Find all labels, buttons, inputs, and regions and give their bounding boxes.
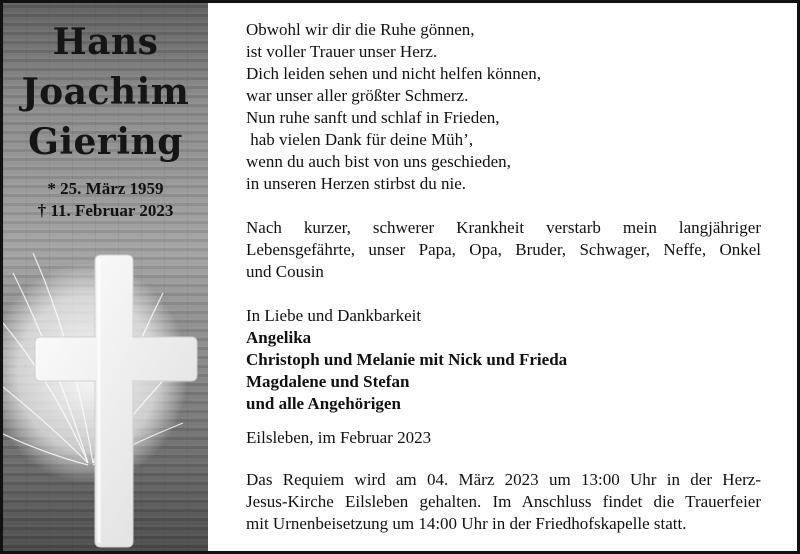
poem-line: Nun ruhe sanft und schlaf in Frieden, (246, 108, 500, 127)
mourner-name: Magdalene und Stefan (246, 372, 410, 391)
mourner-name: und alle Angehörigen (246, 394, 401, 413)
poem-line: in unseren Herzen stirbst du nie. (246, 174, 466, 193)
name-line-2: Joachim (21, 71, 190, 113)
service-line: Das Requiem wird am 04. März 2023 um 13:00 Uhr in der Herz- (246, 470, 761, 489)
poem-line: hab vielen Dank für deine Müh’, (246, 130, 474, 149)
announcement-line: und Cousin (246, 262, 324, 281)
poem-line: Dich leiden sehen und nicht helfen können, (246, 64, 542, 83)
name-line-1: Hans (52, 21, 159, 63)
death-date: † 11. Februar 2023 (37, 201, 174, 220)
service-line: mit Urnenbeisetzung um 14:00 Uhr in der Friedhofskapelle statt. (246, 514, 687, 533)
birth-date: * 25. März 1959 (47, 179, 164, 198)
service-line: Jesus-Kirche Eilsleben gehalten. Im Anschluss findet die Trauerfeier (246, 492, 761, 511)
mourner-name: Christoph und Melanie mit Nick und Frieda (246, 350, 568, 369)
name-line-3: Giering (28, 121, 183, 163)
mourners-intro: In Liebe und Dankbarkeit (246, 306, 422, 325)
mourner-name: Angelika (246, 328, 312, 347)
announcement-line: Nach kurzer, schwerer Krankheit verstarb mein langjähriger (246, 218, 761, 237)
place-date: Eilsleben, im Februar 2023 (246, 428, 432, 447)
poem-line: ist voller Trauer unser Herz. (246, 42, 438, 61)
poem-line: war unser aller größter Schmerz. (246, 86, 469, 105)
announcement-line: Lebensgefährte, unser Papa, Opa, Bruder, Schwager, Neffe, Onkel (246, 240, 761, 259)
poem-line: Obwohl wir dir die Ruhe gönnen, (246, 20, 475, 39)
poem-line: wenn du auch bist von uns geschieden, (246, 152, 511, 171)
photo-panel (3, 3, 208, 551)
